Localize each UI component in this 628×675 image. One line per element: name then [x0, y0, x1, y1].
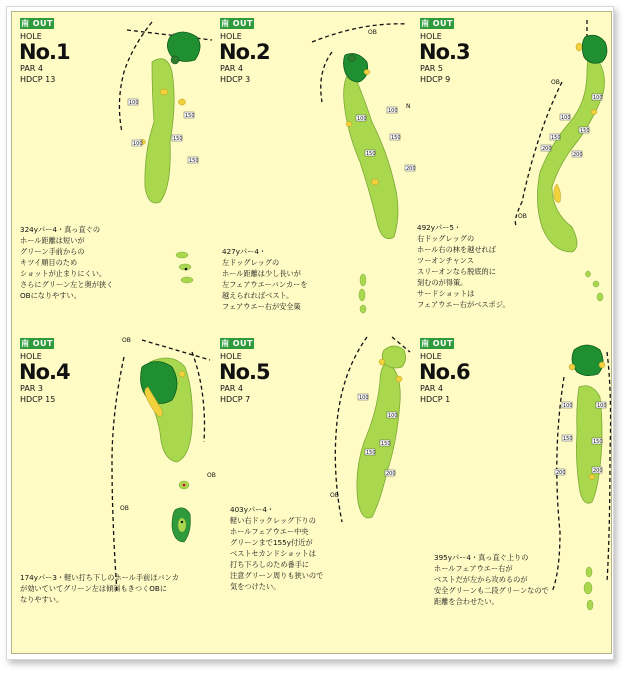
ob-line [142, 340, 210, 360]
bunker [569, 364, 575, 370]
tee-box [178, 518, 186, 532]
hole-number: No.2 [219, 40, 270, 64]
hole-par: PAR 4 [220, 384, 243, 393]
hole-description: 174yパー3・軽い打ち下しのホール手前ほバンカ が効いていてグリーン左は傾斜もきつくOBに なりやすい。 [20, 573, 179, 604]
hole-description: 395yパー4・真っ直ぐ上りの ホールフェアウエー右が ベストだが左から攻めるのが 安全グリーンも二段グリーンなので 距離を合わせたい。 [434, 553, 549, 606]
hole-par: PAR 4 [220, 64, 243, 73]
hole-card-3 [412, 12, 611, 332]
hole-card-1 [12, 12, 211, 332]
yardage-label: 100 [561, 115, 571, 121]
hole-card-5 [212, 332, 411, 652]
yardage-label: 150 [173, 136, 183, 142]
hole-label: HOLE [20, 32, 42, 41]
bunker [346, 122, 352, 127]
bunker [599, 362, 605, 368]
ob-label: OB [551, 79, 560, 86]
yardage-label: 100 [133, 141, 143, 147]
yardage-label: 150 [381, 441, 391, 447]
tree [349, 55, 356, 62]
hole-card-6 [412, 332, 611, 652]
yardage-label: 150 [366, 151, 376, 157]
bunker [179, 371, 185, 377]
bunker [372, 179, 379, 185]
green [582, 35, 607, 63]
hole-par: PAR 3 [20, 384, 43, 393]
green [382, 346, 405, 368]
hole-description: 427yパー4・ 左ドッグレッグの ホール距離は少し長いが 左フェアウエーバンカーを 越えられればベスト。 フェアウエー右が安全策 [222, 247, 308, 311]
hole-description: 492yパー5・ 右ドッグレッグの ホール右の林を越せれば ツーオンチャンス スリーオンなら脱底的に 刻むのが得策。 サードショットは フェアウエー右がベスポジ。 [417, 223, 510, 309]
fairway [145, 59, 174, 203]
hole-hdcp: HDCP 1 [420, 395, 451, 404]
yardage-label: 200 [556, 470, 566, 476]
hole-number: No.6 [419, 360, 470, 384]
green [572, 345, 603, 376]
hole-par: PAR 4 [20, 64, 43, 73]
yardage-label: 100 [359, 395, 369, 401]
tee-marker [181, 521, 183, 523]
yardage-label: 200 [542, 146, 552, 152]
hole-label: HOLE [20, 352, 42, 361]
bunker [576, 43, 582, 51]
yardage-label: 150 [580, 128, 590, 134]
ob-label: OB [330, 492, 339, 499]
hole-number: No.3 [419, 40, 470, 64]
ob-line [321, 52, 332, 102]
yardage-label: 150 [593, 439, 603, 445]
ob-label: OB [368, 29, 377, 36]
yardage-label: 150 [551, 135, 561, 141]
yardage-label: 100 [388, 108, 398, 114]
ob-line [119, 22, 152, 132]
yardage-label: 200 [386, 471, 396, 477]
yardage-label: 100 [563, 403, 573, 409]
fairway [357, 362, 400, 518]
hole-description: 403yパー4・ 軽い右ドックレッグ下りの ホールフェアウエー中央 グリーンまで155y付近が ベストセカンドショットは 打ち下ろしのため番手に 注意グリーン周りも狭いので 気をつけたい。 [230, 505, 324, 591]
hole-par: PAR 5 [420, 64, 443, 73]
course-guide-board [11, 11, 612, 654]
hole-label: HOLE [420, 32, 442, 41]
bunker [160, 89, 168, 95]
yardage-label: 100 [597, 403, 607, 409]
yardage-label: 100 [357, 116, 367, 122]
hole-card-4 [12, 332, 216, 652]
yardage-label: 200 [593, 468, 603, 474]
course-badge: 南 OUT [420, 339, 454, 348]
bunker [554, 184, 561, 202]
hole-hdcp: HDCP 13 [20, 75, 56, 84]
bunker [179, 99, 186, 105]
ob-label: N [406, 103, 411, 110]
yardage-label: 200 [406, 166, 416, 172]
hole-par: PAR 4 [420, 384, 443, 393]
yardage-label: 150 [366, 450, 376, 456]
ob-label: OB [122, 337, 131, 344]
hole-card-2 [212, 12, 416, 332]
ob-label: OB [518, 213, 527, 220]
bunker [591, 110, 597, 115]
course-badge: 南 OUT [20, 339, 54, 348]
hole-number: No.5 [219, 360, 270, 384]
ob-label: OB [120, 505, 129, 512]
bunker [396, 376, 402, 382]
tree [171, 56, 179, 64]
bunker [589, 475, 595, 480]
yardage-label: 100 [388, 413, 398, 419]
course-badge: 南 OUT [220, 19, 254, 28]
yardage-label: 150 [189, 158, 199, 164]
tee-marker [183, 484, 186, 487]
green [141, 362, 177, 404]
ob-line [607, 352, 611, 582]
hole-label: HOLE [420, 352, 442, 361]
bunker [364, 70, 370, 75]
hole-label: HOLE [220, 352, 242, 361]
bunker [379, 359, 385, 365]
hole-label: HOLE [220, 32, 242, 41]
hole-hdcp: HDCP 15 [20, 395, 56, 404]
ob-line [192, 352, 205, 442]
hole-number: No.4 [19, 360, 70, 384]
hole-description: 324yパー4・真っ直ぐの ホール距離は短いが グリーン手前からの キツイ順目のため ショットが止まりにくい。 さらにグリーン左と奥が狭く OBになりやすい。 [20, 225, 114, 300]
hole-hdcp: HDCP 9 [420, 75, 451, 84]
hole-hdcp: HDCP 3 [220, 75, 251, 84]
hole-number: No.1 [19, 40, 70, 64]
ob-line [112, 357, 124, 592]
yardage-label: 200 [573, 152, 583, 158]
yardage-label: 150 [391, 135, 401, 141]
yardage-label: 100 [129, 100, 139, 106]
ob-line [312, 24, 407, 42]
course-badge: 南 OUT [420, 19, 454, 28]
hole-hdcp: HDCP 7 [220, 395, 251, 404]
course-badge: 南 OUT [20, 19, 54, 28]
course-badge: 南 OUT [220, 339, 254, 348]
yardage-label: 100 [593, 95, 603, 101]
ob-label: OB [207, 472, 216, 479]
yardage-label: 150 [563, 436, 573, 442]
hole-map-5 [212, 332, 411, 652]
yardage-label: 150 [185, 113, 195, 119]
